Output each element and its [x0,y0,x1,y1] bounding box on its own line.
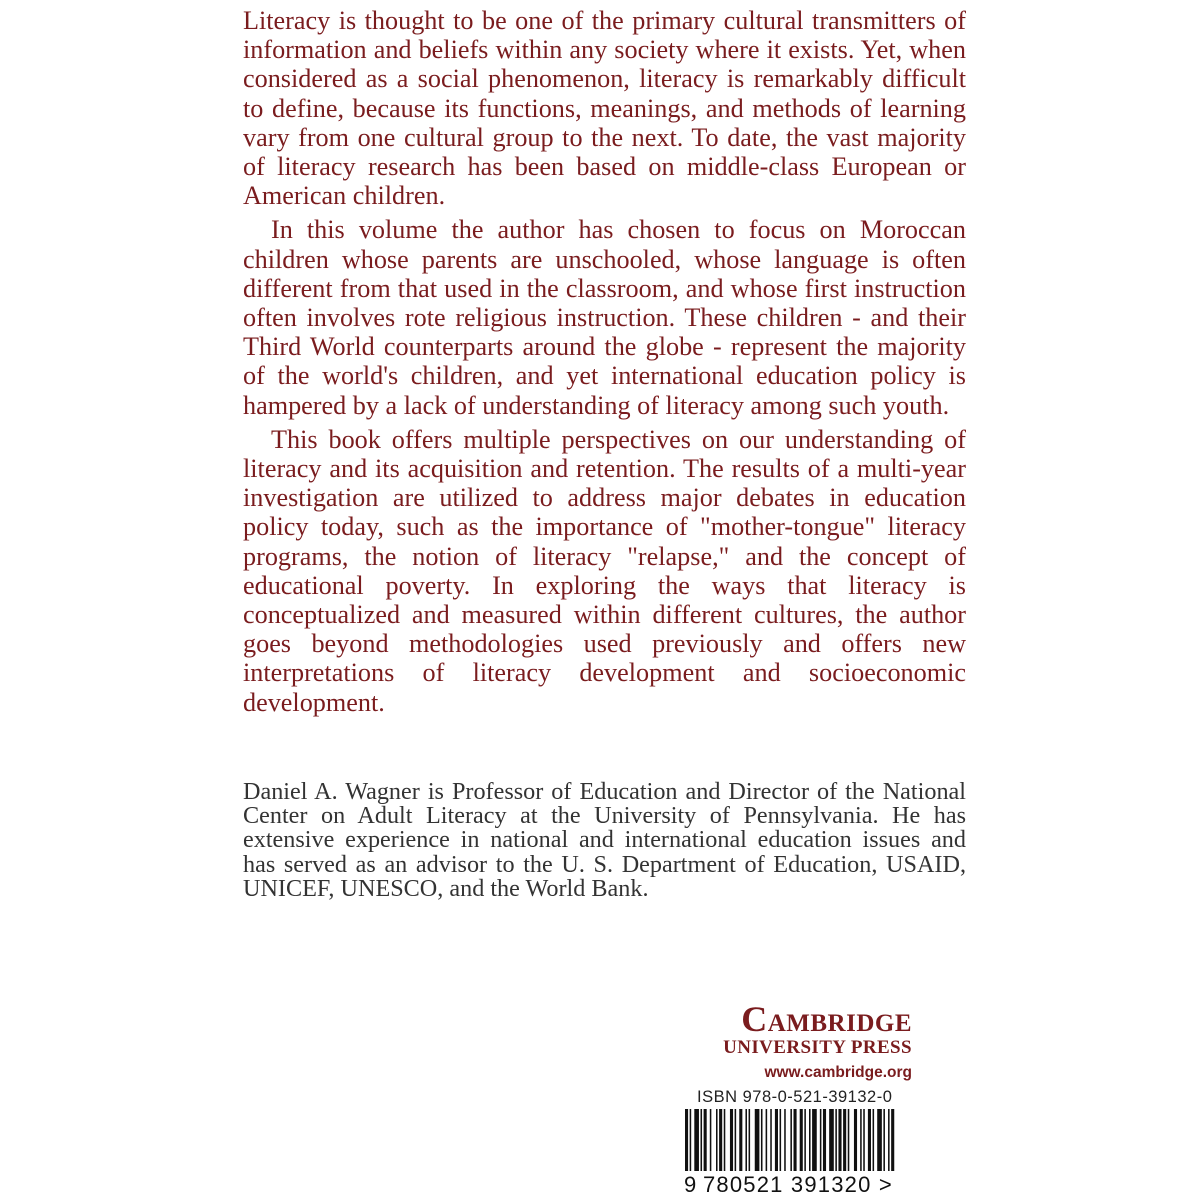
barcode-bar [739,1109,742,1171]
barcode-bar [685,1109,688,1171]
barcode-bar [873,1109,875,1171]
barcode-bar [820,1109,822,1171]
barcode-bar [749,1109,751,1171]
barcode-bar [719,1109,722,1171]
barcode-bar [868,1109,871,1171]
publisher-url: www.cambridge.org [764,1064,912,1081]
barcode-bar [770,1109,772,1171]
publisher-logo [686,1000,912,1082]
barcode-bar [775,1109,778,1171]
barcode-bar [854,1109,857,1171]
barcode-bar [800,1109,803,1171]
barcode-bar [766,1109,768,1171]
barcode-bar [755,1109,760,1171]
blurb-paragraph-2: In this volume the author has chosen to focus on Moroccan children whose parents are unschooled, whose language is often different from that used in the classroom, and whose first instruction often involves rote religious instruction. These children - and their Third World counterparts around the globe - represent the majority of the world's children, and yet international education policy is hampered by a lack of understanding of literacy among such youth. [243,215,966,420]
barcode-bar [730,1109,733,1171]
barcode-bar [790,1109,792,1171]
barcode-bar [888,1109,890,1171]
publisher-subtitle: UNIVERSITY PRESS [723,1037,912,1058]
isbn-label: ISBN 978-0-521-39132-0 [697,1088,893,1106]
barcode-bar [780,1109,782,1171]
barcode-bar [701,1109,703,1171]
barcode-bar [761,1109,763,1171]
barcode-bar [690,1109,692,1171]
blurb-paragraph-3: This book offers multiple perspectives on our understanding of literacy and its acquisition and retention. The results of a multi-year investigation are utilized to address major debates in education policy today, such as the importance of "mother-tongue" literacy programs, the notion of literacy "relapse," and the concept of educational poverty. In exploring the ways that literacy is conceptualized and measured within different cultures, the author goes beyond methodologies used previously and offers new interpretations of literacy development and socioeconomic development. [243,424,966,717]
barcode-bar [809,1109,811,1171]
barcode-bar [843,1109,846,1171]
barcode-bar [704,1109,707,1171]
barcode-bar [784,1109,786,1171]
barcode-bar [735,1109,737,1171]
barcode-bar [891,1109,894,1171]
barcode-bar [877,1109,882,1171]
barcode-bar [863,1109,865,1171]
barcode-bar [804,1109,806,1171]
barcode-bar [829,1109,834,1171]
barcode-bar [838,1109,841,1171]
barcode-bar [694,1109,699,1171]
barcode-bar [823,1109,826,1171]
barcode-lead-digit: 9 [684,1172,697,1197]
blurb-paragraph-1: Literacy is thought to be one of the primary cultural transmitters of information and beliefs within any society where it exists. Yet, when considered as a social phenomenon, literacy is remarkably difficult to define, because its functions, meanings, and methods of learning vary from one cultural group to the next. To date, the vast majority of literacy research has been based on middle-class European or American children. [243,6,966,211]
barcode-bar [848,1109,850,1171]
barcode-bar [794,1109,797,1171]
author-bio: Daniel A. Wagner is Professor of Education and Director of the National Center on Adult Literacy at the University of Pennsylvania. He has extensive experience in national and international education issues and has served as an advisor to the U. S. Department of Education, USAID, UNICEF, UNESCO, and the World Bank. [243,778,966,902]
barcode-digits: 780521 391320 > [703,1172,893,1197]
barcode-bar [835,1109,837,1171]
cover-blurb [243,6,966,722]
barcode-bar [716,1109,718,1171]
barcode-bar [883,1109,885,1171]
barcode-bar [710,1109,712,1171]
barcode-bar [812,1109,817,1171]
publisher-name: Cambridge [741,999,912,1039]
barcode-bar [724,1109,726,1171]
barcode-bar [745,1109,747,1171]
barcode-bar [860,1109,862,1171]
